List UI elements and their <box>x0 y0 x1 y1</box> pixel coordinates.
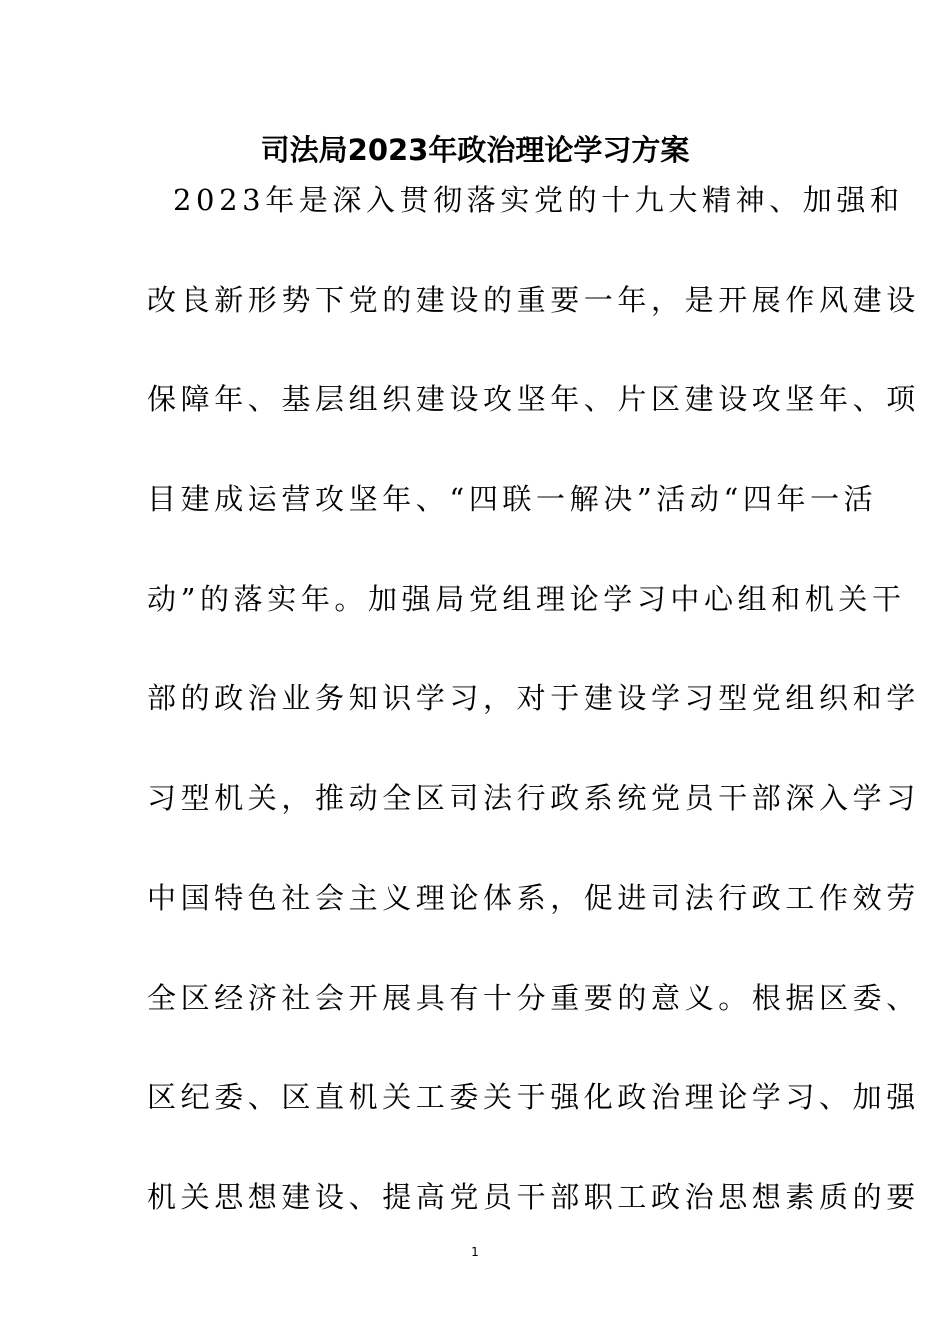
paragraph-line: 中国特色社会主义理论体系，促进司法行政工作效劳 <box>147 880 920 915</box>
page-number: 1 <box>471 1245 479 1259</box>
paragraph-line: 目建成运营攻坚年、“四联一解决”活动“四年一活 <box>147 482 878 517</box>
paragraph-line: 改良新形势下党的建设的重要一年，是开展作风建设 <box>147 282 920 317</box>
body-paragraph <box>147 176 920 1273</box>
document-title: 司法局2023年政治理论学习方案 <box>260 133 690 167</box>
paragraph-line: 2023年是深入贯彻落实党的十九大精神、加强和 <box>173 183 904 217</box>
paragraph-line: 动”的落实年。加强局党组理论学习中心组和机关干 <box>147 581 906 616</box>
paragraph-line: 区纪委、区直机关工委关于强化政治理论学习、加强 <box>147 1080 920 1115</box>
paragraph-line: 习型机关，推动全区司法行政系统党员干部深入学习 <box>147 781 920 816</box>
paragraph-line: 部的政治业务知识学习，对于建设学习型党组织和学 <box>147 681 920 716</box>
paragraph-line: 保障年、基层组织建设攻坚年、片区建设攻坚年、项 <box>147 382 920 417</box>
paragraph-line: 全区经济社会开展具有十分重要的意义。根据区委、 <box>147 980 920 1015</box>
paragraph-line: 机关思想建设、提高党员干部职工政治思想素质的要 <box>147 1179 920 1214</box>
